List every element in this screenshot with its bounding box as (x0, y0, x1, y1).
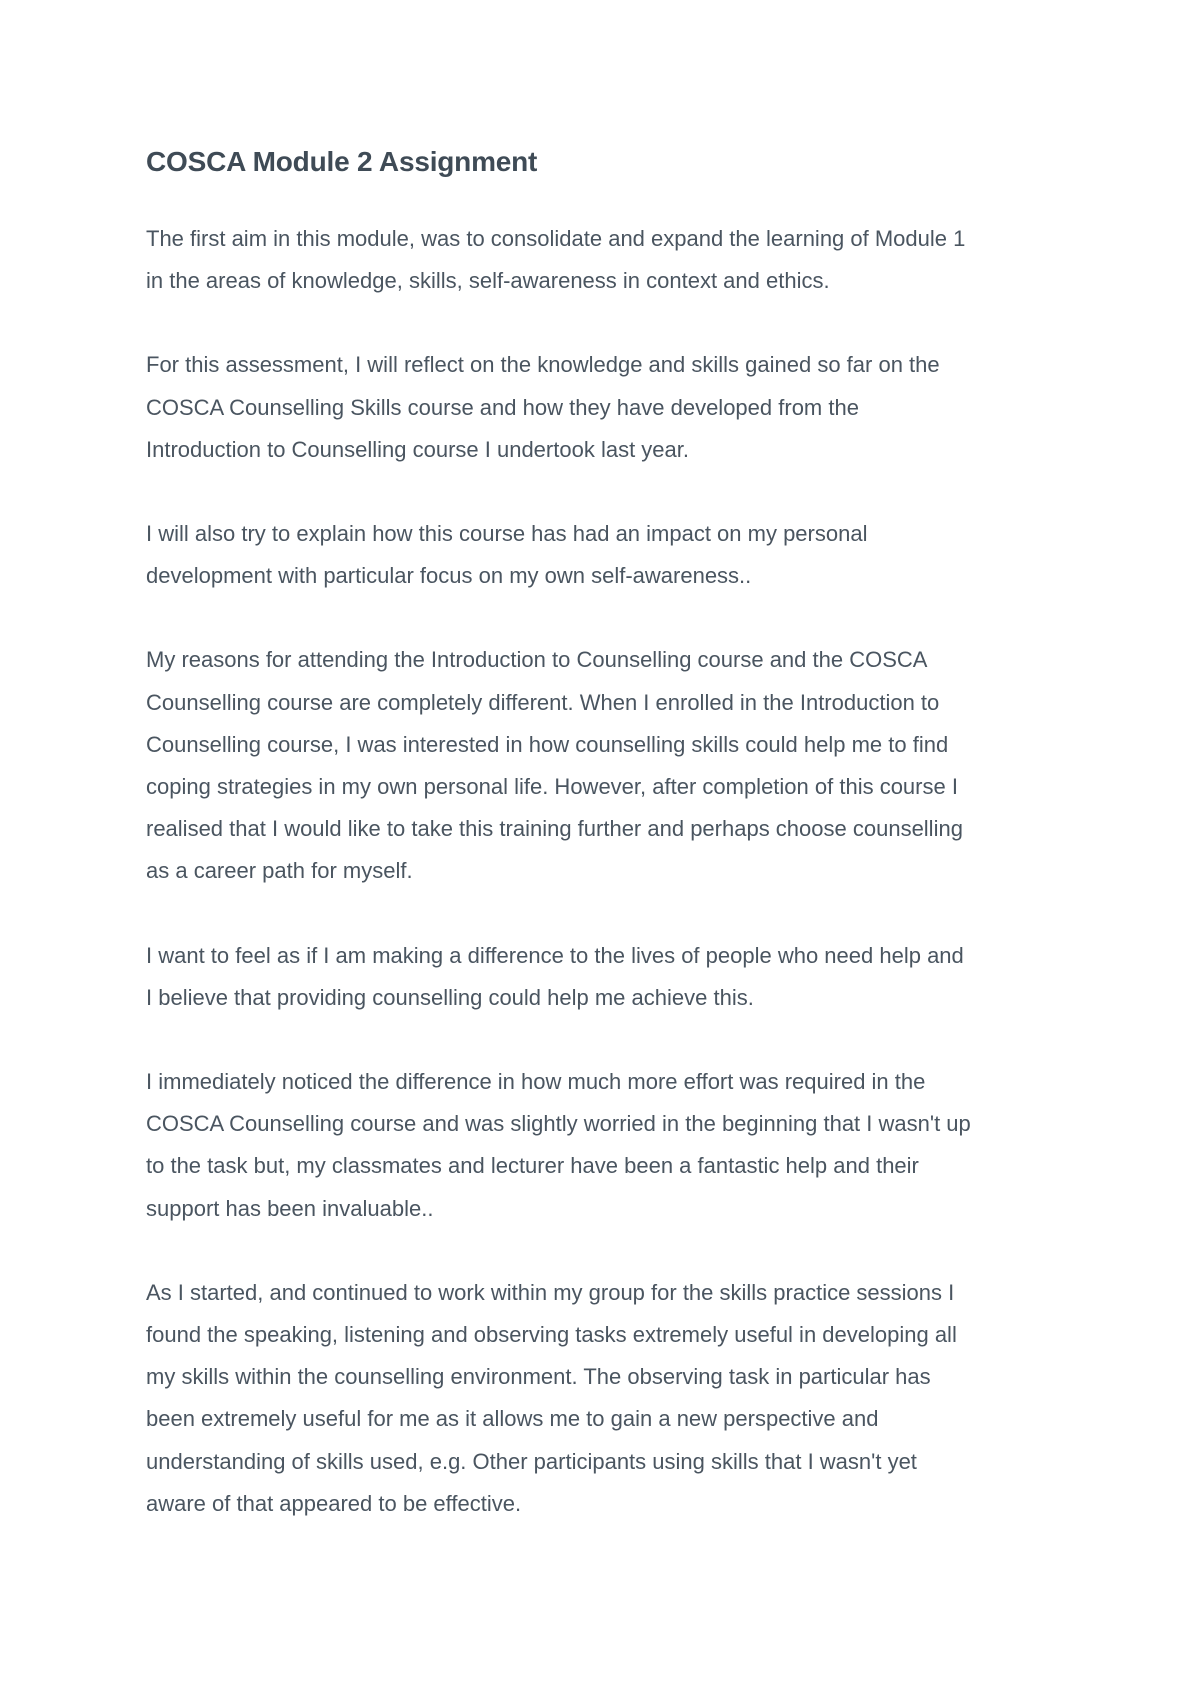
paragraph-assessment: For this assessment, I will reflect on the knowledge and skills gained so far on the COSCA Counselling Skills course and how they have developed from the Introduction to Counselling course I undertook last year. (146, 352, 940, 462)
document-title: COSCA Module 2 Assignment (146, 146, 538, 177)
document-body (146, 142, 1076, 1567)
paragraph-reasons: My reasons for attending the Introduction to Counselling course and the COSCA Counselling course are completely different. When I enrolled in the Introduction to Counselling course, I was interested in how counselling skills could help me to find coping strategies in my own personal life. However, after completion of this course I realised that I would like to take this training further and perhaps choose counselling as a career path for myself. (146, 647, 963, 884)
paragraph-aims: The first aim in this module, was to consolidate and expand the learning of Module 1 in the areas of knowledge, skills, self-awareness in context and ethics. (146, 226, 966, 294)
paragraph-motivation: I want to feel as if I am making a difference to the lives of people who need help and I believe that providing counselling could help me achieve this. (146, 942, 964, 1010)
paragraph-skills-practice: As I started, and continued to work within my group for the skills practice sessions I found the speaking, listening and observing tasks extremely useful in developing all my skills within the counselling environment. The observing task in particular has been extremely useful for me as it allows me to gain a new perspective and understanding of skills used, e.g. Other participants using skills that I wasn't yet aware of that appeared to be effective. (146, 1279, 957, 1516)
paragraph-effort: I immediately noticed the difference in how much more effort was required in the COSCA Counselling course and was slightly worried in the beginning that I wasn't up to the task but, my classmates and lecturer have been a fantastic help and their support has been invaluable.. (146, 1069, 971, 1221)
paragraph-personal-development: I will also try to explain how this course has had an impact on my personal development with particular focus on my own self-awareness.. (146, 521, 868, 589)
